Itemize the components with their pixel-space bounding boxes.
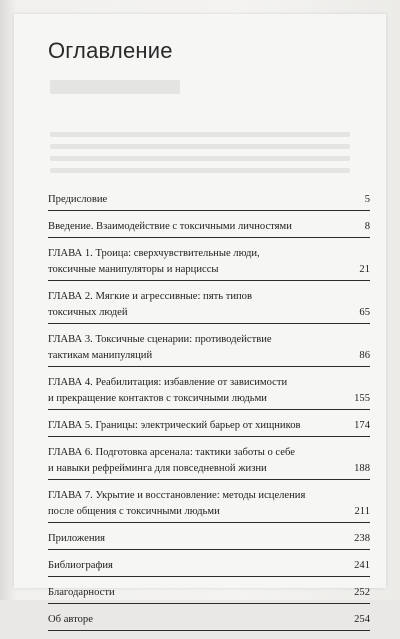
toc-entry: [48, 289, 370, 324]
toc-entry-title: [48, 375, 346, 407]
toc-entry: [48, 375, 370, 410]
toc-page-number: 211: [354, 506, 370, 517]
toc-entry: [48, 219, 370, 238]
toc-entry-title-line: тактикам манипуляций: [48, 350, 153, 361]
toc-entry-title-line: Об авторе: [48, 614, 93, 625]
toc-page-number: 188: [354, 463, 370, 474]
toc-entry-title-line: ГЛАВА 7. Укрытие и восстановление: методы исцеления: [48, 490, 306, 501]
toc-entry: [48, 445, 370, 480]
show-through-line: [50, 132, 350, 137]
toc-entry: [48, 488, 370, 523]
toc-entry-title: [48, 219, 357, 235]
toc-entry-title: [48, 558, 346, 574]
toc-entry-title-line: Введение. Взаимодействие с токсичными личностями: [48, 221, 292, 232]
toc-entry-title: [48, 246, 351, 278]
show-through-block: [50, 80, 180, 94]
show-through-line: [50, 156, 350, 161]
toc-entry-title-line: токсичных людей: [48, 307, 128, 318]
toc-entry-title-line: токсичные манипуляторы и нарциссы: [48, 264, 219, 275]
toc-page-number: 238: [354, 533, 370, 544]
toc-entry: [48, 531, 370, 550]
book-page: [14, 14, 386, 625]
toc-entry: [48, 418, 370, 437]
toc-entry-title-line: после общения с токсичными людьми: [48, 506, 220, 517]
toc-entry-title: [48, 192, 357, 208]
toc-page-number: 241: [354, 560, 370, 571]
toc-entry-title-line: Благодарности: [48, 587, 115, 598]
toc-page-number: 174: [354, 420, 370, 431]
toc-entry: [48, 332, 370, 367]
toc-page-number: 65: [359, 307, 370, 318]
toc-entry-title-line: ГЛАВА 6. Подготовка арсенала: тактики заботы о себе: [48, 447, 295, 458]
show-through-line: [50, 144, 350, 149]
toc-entry: [48, 558, 370, 577]
toc-entry-title: [48, 418, 346, 434]
toc-entry: [48, 192, 370, 211]
toc-entry-title-line: ГЛАВА 5. Границы: электрический барьер от хищников: [48, 420, 301, 431]
toc-entry-title-line: ГЛАВА 1. Троица: сверхчувствительные люди,: [48, 248, 260, 259]
toc-page-number: 8: [364, 221, 370, 232]
toc-entry: [48, 612, 370, 631]
toc-page-number: 5: [364, 194, 370, 205]
toc-entry-title-line: Библиография: [48, 560, 113, 571]
toc-entry-title-line: и прекращение контактов с токсичными людьми: [48, 393, 267, 404]
toc-page-number: 254: [354, 614, 370, 625]
toc-entry-title-line: Приложения: [48, 533, 106, 544]
toc-entry-title: [48, 612, 346, 628]
toc-entry: [48, 585, 370, 604]
toc-entry-title-line: Предисловие: [48, 194, 108, 205]
toc-entry-title: [48, 531, 346, 547]
toc-entry-title-line: ГЛАВА 2. Мягкие и агрессивные: пять типов: [48, 291, 252, 302]
page-title: Оглавление: [48, 38, 173, 63]
toc-entry-title: [48, 445, 346, 477]
toc-entry-title-line: и навыки рефрейминга для повседневной жизни: [48, 463, 267, 474]
toc-page-number: 86: [359, 350, 370, 361]
toc-entry-title: [48, 585, 346, 601]
table-of-contents: [48, 192, 370, 639]
toc-page-number: 252: [354, 587, 370, 598]
toc-entry-title-line: ГЛАВА 4. Реабилитация: избавление от зависимости: [48, 377, 288, 388]
show-through-line: [50, 168, 350, 173]
toc-entry: [48, 246, 370, 281]
toc-entry-title: [48, 332, 351, 364]
toc-entry-title-line: ГЛАВА 3. Токсичные сценарии: противодействие: [48, 334, 272, 345]
toc-entry-title: [48, 488, 347, 520]
toc-entry-title: [48, 289, 351, 321]
toc-page-number: 21: [359, 264, 370, 275]
toc-page-number: 155: [354, 393, 370, 404]
